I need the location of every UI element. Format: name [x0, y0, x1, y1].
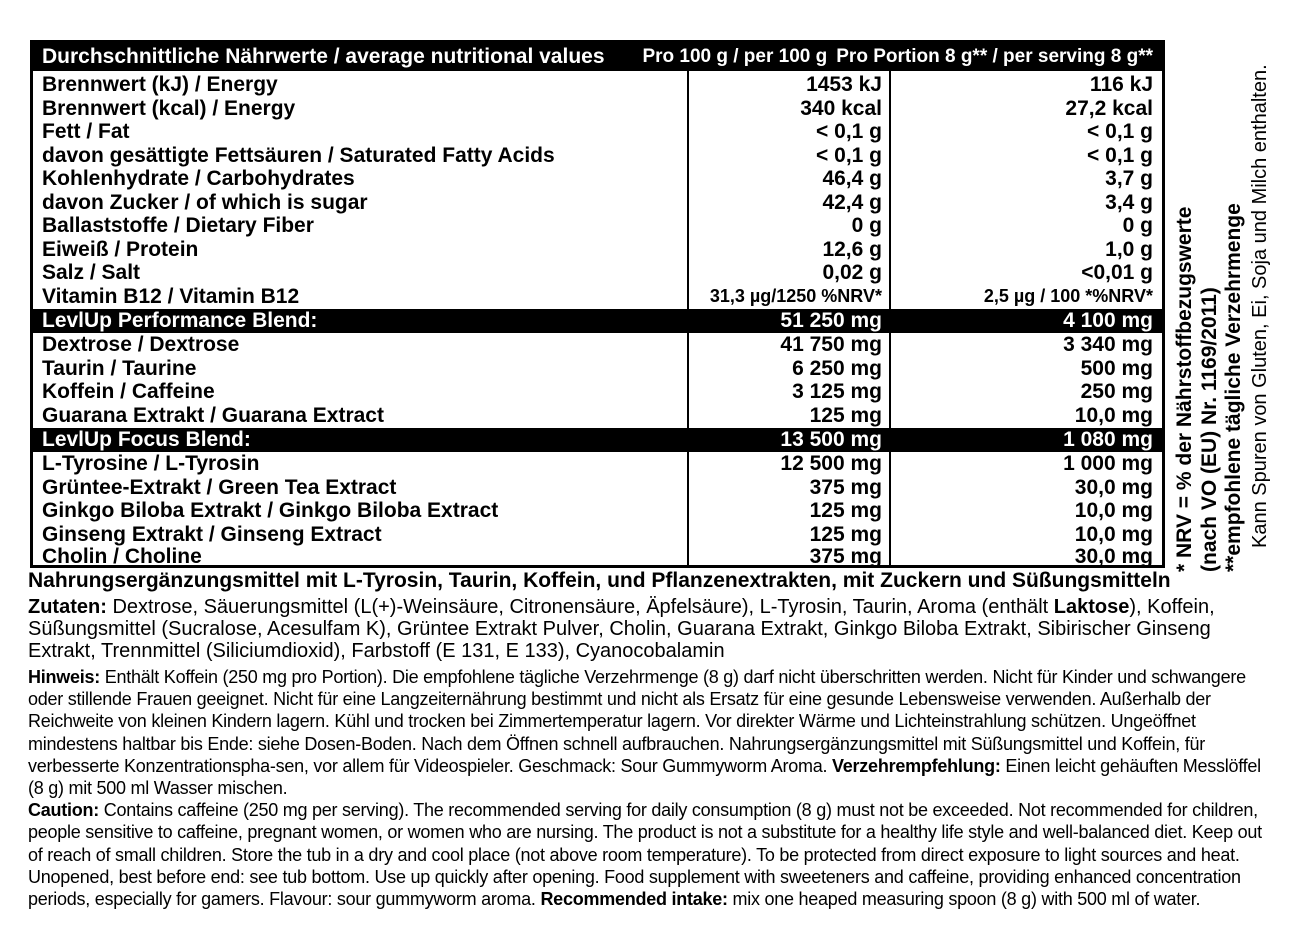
notes-block [28, 666, 1276, 910]
value-per-serving: 0 g [1122, 214, 1153, 238]
value-per-serving: 3 340 mg [1063, 333, 1153, 357]
ingredient-label: Koffein / Caffeine [42, 380, 215, 404]
value-per100: 125 mg [809, 522, 882, 546]
table-row [33, 214, 1162, 238]
product-description: Nahrungsergänzungsmittel mit L-Tyrosin, Taurin, Koffein, und Pflanzenextrakten, mit Zuckern und Süßungsmitteln [28, 569, 1171, 592]
ingredient-label: Taurin / Taurine [42, 356, 197, 380]
nrv-footnote: * NRV = % der Nährstoffbezugswerte [1173, 206, 1196, 572]
value-per-serving: 10,0 mg [1074, 403, 1153, 427]
hint-text: Enthält Koffein (250 mg pro Portion). Die empfohlene tägliche Verzehrmenge (8 g) darf nicht überschritten werden. Nicht für Kinder und schwangere oder stillende Frauen geeignet. Nicht für eine Langzeiternährung bestimmt und nicht als Ersatz für eine gesunde Lebensweise verwenden. Außerhalb der Reichweite von kleinen Kindern lagern. Kühl und trocken bei Zimmertemperatur lagern. Vor direkter Wärme und Lichteinstrahlung schützen. Ungeöffnet mindestens haltbar bis Ende: siehe Dosen-Boden. Nach dem Öffnen schnell aufbrauchen. Nahrungsergänzungsmittel mit Süßungsmittel und Koffein, für verbesserte Konzentrationspha-sen, vor allem für Videospieler. Geschmack: Sour Gummyworm Aroma. [28, 667, 1246, 776]
value-per-serving: 3,7 g [1105, 167, 1153, 191]
value-per100: 12,6 g [822, 237, 882, 261]
value-per-serving: < 0,1 g [1087, 143, 1153, 167]
value-per-serving: 27,2 kcal [1065, 96, 1153, 120]
ingredients-part: ), Koffein, Süßungsmittel (Sucralose, Acesulfam K), Grüntee Extrakt Pulver, Cholin, Guarana Extrakt, Ginkgo Biloba Extrakt, Sibirischer Ginseng Extrakt, Trennmittel (Siliciumdioxid), Farbstoff (E 131, E 133), Cyanocobalamin [28, 596, 1215, 662]
value-per-serving: 4 100 mg [1063, 309, 1153, 332]
table-header-row [33, 43, 1162, 71]
value-per100: 340 kcal [800, 96, 882, 120]
ingredient-label: Dextrose / Dextrose [42, 333, 240, 357]
table-row [33, 546, 1162, 566]
table-row [33, 452, 1162, 476]
value-per-serving: 1,0 g [1105, 237, 1153, 261]
value-per100: 3 125 mg [792, 380, 882, 404]
value-per-serving: 250 mg [1080, 380, 1153, 404]
nutrient-label: Fett / Fat [42, 120, 130, 144]
nutrient-label: Brennwert (kJ) / Energy [42, 73, 278, 97]
table-row [33, 285, 1162, 309]
performance-blend-row [33, 309, 1162, 333]
hint-label: Hinweis: [28, 667, 101, 687]
value-per-serving: < 0,1 g [1087, 120, 1153, 144]
nutrient-label: davon gesättigte Fettsäuren / Saturated Fatty Acids [42, 143, 555, 167]
table-row [33, 499, 1162, 523]
value-per100: 42,4 g [822, 190, 882, 214]
ingredient-label: Ginkgo Biloba Extrakt / Ginkgo Biloba Extract [42, 499, 499, 523]
ingredient-label: Ginseng Extrakt / Ginseng Extract [42, 522, 382, 546]
value-per100: 6 250 mg [792, 356, 882, 380]
ingredients-text [28, 596, 1276, 662]
table-row [33, 476, 1162, 500]
value-per-serving: 30,0 mg [1074, 544, 1153, 568]
caution-text: Contains caffeine (250 mg per serving). The recommended serving for daily consumption (8 g) must not be exceeded. Not recommended for children, people sensitive to caffeine, pregnant women, or women who are nursing. The product is not a substitute for a healthy life style and well-balanced diet. Keep out of reach of small children. Store the tub in a dry and cool place (not above room temperature). To be protected from direct exposure to light sources and heat. Unopened, best before end: see tub bottom. Use up quickly after opening. Food supplement with sweeteners and caffeine, providing enhanced concentration periods, especially for gamers. Flavour: sour gummyworm aroma. [28, 800, 1262, 910]
table-row [33, 404, 1162, 428]
value-per100: < 0,1 g [816, 143, 882, 167]
table-row [33, 167, 1162, 191]
value-per100: 51 250 mg [780, 309, 882, 332]
nutrient-label: Brennwert (kcal) / Energy [42, 96, 296, 120]
value-per100: 31,3 µg/1250 %NRV* [709, 286, 882, 307]
table-row [33, 261, 1162, 285]
value-per100: 46,4 g [822, 167, 882, 191]
table-row [33, 357, 1162, 381]
header-per100: Pro 100 g / per 100 g [642, 46, 828, 67]
ingredient-label: L-Tyrosine / L-Tyrosin [42, 452, 260, 476]
value-per100: 1453 kJ [806, 73, 882, 97]
value-per100: 375 mg [809, 544, 882, 568]
value-per100: 13 500 mg [780, 428, 882, 451]
table-row [33, 523, 1162, 547]
table-row [33, 238, 1162, 262]
value-per-serving: 1 000 mg [1063, 452, 1153, 476]
value-per100: 12 500 mg [780, 452, 882, 476]
value-per100: < 0,1 g [816, 120, 882, 144]
value-per100: 125 mg [809, 403, 882, 427]
value-per100: 41 750 mg [780, 333, 882, 357]
regulation-footnote: (nach VO (EU) Nr. 1169/2011) [1198, 287, 1221, 572]
nutrient-label: davon Zucker / of which is sugar [42, 190, 368, 214]
daily-intake-footnote: **empfohlene tägliche Verzehrmenge [1222, 203, 1245, 572]
nutrient-label: Vitamin B12 / Vitamin B12 [42, 284, 300, 308]
nutrition-table [30, 40, 1165, 568]
intake-text-en: mix one heaped measuring spoon (8 g) with 500 ml of water. [727, 889, 1201, 910]
header-label: Durchschnittliche Nährwerte / average nutritional values [42, 45, 605, 68]
value-per-serving: 500 mg [1080, 356, 1153, 380]
value-per-serving: <0,01 g [1081, 261, 1153, 285]
focus-blend-row [33, 428, 1162, 452]
value-per-serving: 10,0 mg [1074, 499, 1153, 523]
blend-label: LevlUp Focus Blend: [42, 428, 251, 451]
notes-english [28, 799, 1276, 910]
intake-text-de: Einen leicht gehäuften Messlöffel (8 g) mit 500 ml Wasser mischen. [28, 755, 1261, 799]
table-row [33, 144, 1162, 168]
header-per-serving: Pro Portion 8 g** / per serving 8 g** [836, 46, 1153, 67]
table-row [33, 120, 1162, 144]
table-row [33, 380, 1162, 404]
caution-label: Caution: [28, 800, 99, 821]
ingredients-part: Dextrose, Säuerungsmittel (L(+)-Weinsäure, Citronensäure, Äpfelsäure), L-Tyrosin, Taurin, Aroma (enthält [106, 596, 1054, 618]
value-per100: 0 g [851, 214, 882, 238]
value-per100: 125 mg [809, 499, 882, 523]
notes-german [28, 666, 1276, 799]
blend-label: LevlUp Performance Blend: [42, 309, 318, 332]
nutrient-label: Kohlenhydrate / Carbohydrates [42, 167, 355, 191]
table-row [33, 97, 1162, 121]
value-per-serving: 3,4 g [1105, 190, 1153, 214]
value-per100: 0,02 g [822, 261, 882, 285]
ingredients-label: Zutaten: [28, 596, 107, 618]
intake-label-en: Recommended intake: [540, 889, 728, 910]
value-per-serving: 10,0 mg [1074, 522, 1153, 546]
table-row [33, 191, 1162, 215]
value-per-serving: 2,5 µg / 100 *%NRV* [983, 286, 1153, 307]
ingredient-label: Guarana Extrakt / Guarana Extract [42, 403, 384, 427]
value-per-serving: 116 kJ [1089, 73, 1153, 97]
allergen-note: Kann Spuren von Gluten, Ei, Soja und Milch enthalten. [1249, 64, 1271, 548]
allergen-highlight: Laktose [1053, 596, 1130, 618]
nutrient-label: Salz / Salt [42, 261, 141, 285]
value-per100: 375 mg [809, 475, 882, 499]
ingredient-label: Cholin / Choline [42, 544, 202, 568]
value-per-serving: 30,0 mg [1074, 475, 1153, 499]
value-per-serving: 1 080 mg [1063, 428, 1153, 451]
intake-label-de: Verzehrempfehlung: [832, 755, 1001, 776]
nutrient-label: Eiweiß / Protein [42, 237, 199, 261]
ingredient-label: Grüntee-Extrakt / Green Tea Extract [42, 475, 397, 499]
nutrient-label: Ballaststoffe / Dietary Fiber [42, 214, 314, 238]
table-row [33, 333, 1162, 357]
table-row [33, 73, 1162, 97]
